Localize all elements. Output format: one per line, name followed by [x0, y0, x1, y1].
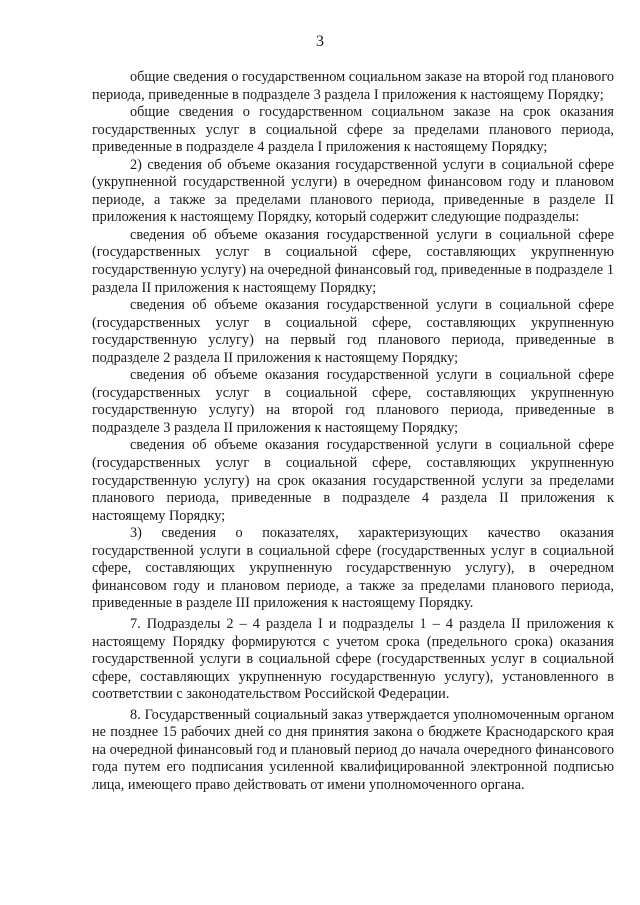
document-body	[92, 69, 614, 794]
paragraph: сведения об объеме оказания государственной услуги в социальной сфере (государственных услуг в социальной сфере, составляющих укрупненную государственную услугу) на срок оказания государственной услуги за пределами планового периода, приведенные в подразделе 4 раздела II приложения к настоящему Порядку;	[92, 437, 614, 524]
paragraph-item-7: 7. Подразделы 2 – 4 раздела I и подразделы 1 – 4 раздела II приложения к настоящему Порядку формируются с учетом срока (предельного срока) оказания государственной услуги в социальной сфере (государственных услуг в социальной сфере, составляющих укрупненную государственную услугу), установленного в соответствии с законодательством Российской Федерации.	[92, 615, 614, 703]
paragraph: сведения об объеме оказания государственной услуги в социальной сфере (государственных услуг в социальной сфере, составляющих укрупненную государственную услугу) на второй год планового периода, приведенные в подразделе 3 раздела II приложения к настоящему Порядку;	[92, 367, 614, 436]
paragraph: сведения об объеме оказания государственной услуги в социальной сфере (государственных услуг в социальной сфере, составляющих укрупненную государственную услугу) на первый год планового периода, приведенные в подразделе 2 раздела II приложения к настоящему Порядку;	[92, 297, 614, 366]
page-number: 3	[316, 33, 324, 50]
paragraph: общие сведения о государственном социальном заказе на срок оказания государственных услуг в социальной сфере за пределами планового периода, приведенные в подразделе 4 раздела I приложения к настоящему Порядку;	[92, 104, 614, 156]
paragraph: сведения об объеме оказания государственной услуги в социальной сфере (государственных услуг в социальной сфере, составляющих укрупненную государственную услугу) на очередной финансовый год, приведенные в подразделе 1 раздела II приложения к настоящему Порядку;	[92, 226, 614, 296]
paragraph: 2) сведения об объеме оказания государственной услуги в социальной сфере (укрупненной государственной услуги) в очередном финансовом году и плановом периоде, а также за пределами планового периода, приведенные в разделе II приложения к настоящему Порядку, который содержит следующие подразделы:	[92, 156, 614, 226]
paragraph-item-8: 8. Государственный социальный заказ утверждается уполномоченным органом не позднее 15 рабочих дней со дня принятия закона о бюджете Краснодарского края на очередной финансовый год и плановый период до начала очередного финансового года путем его подписания усиленной квалифицированной электронной подписью лица, имеющего право действовать от имени уполномоченного органа.	[92, 706, 614, 793]
paragraph: 3) сведения о показателях, характеризующих качество оказания государственной услуги в социальной сфере (государственных услуг в социальной сфере, составляющих укрупненную государственную услугу), в очередном финансовом году и плановом периоде, а также за пределами планового периода, приведенные в разделе III приложения к настоящему Порядку.	[92, 525, 614, 612]
paragraph: общие сведения о государственном социальном заказе на второй год планового периода, приведенные в подразделе 3 раздела I приложения к настоящему Порядку;	[92, 69, 614, 103]
